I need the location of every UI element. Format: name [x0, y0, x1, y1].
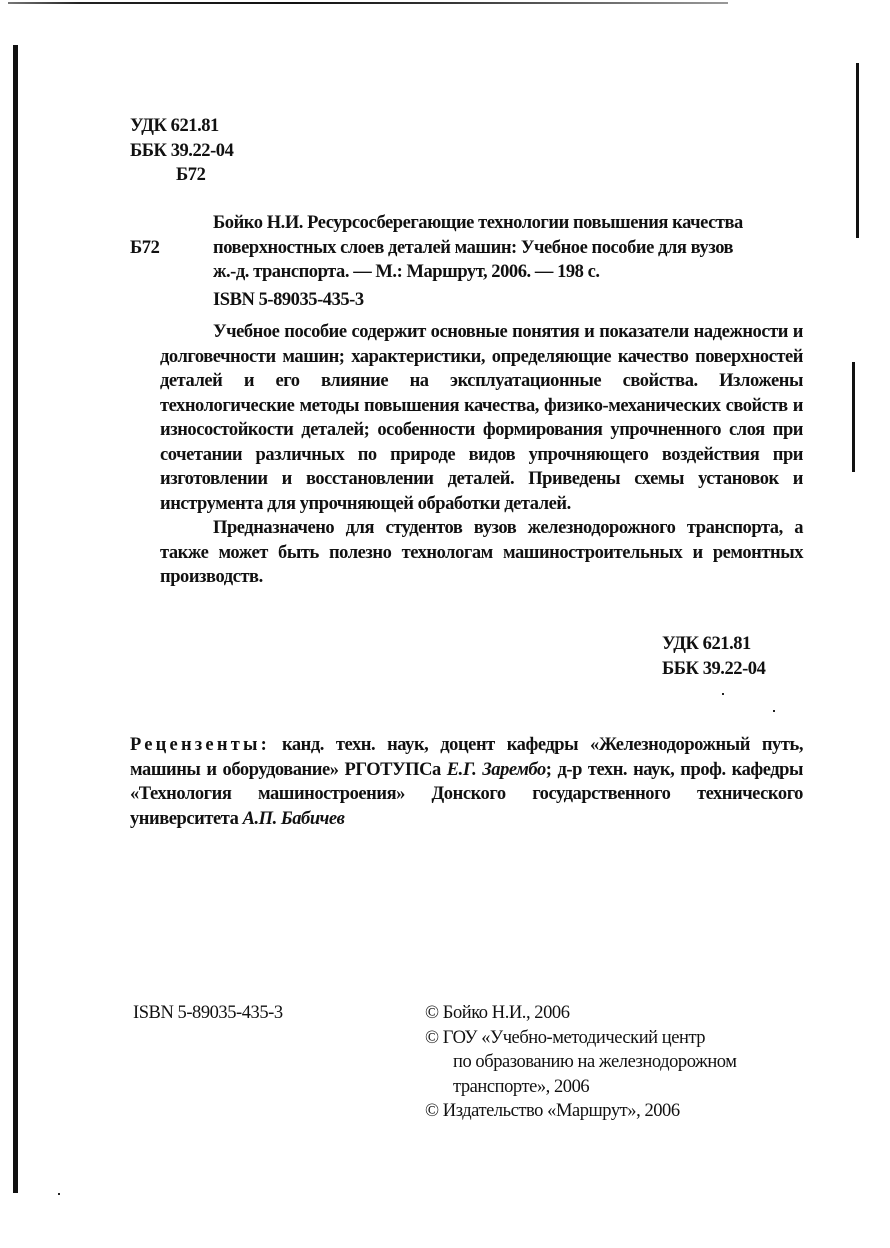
- scan-speck: [722, 693, 724, 695]
- copyright-line: по образованию на железнодорожном: [453, 1052, 737, 1072]
- biblio-author: Бойко Н.И.: [213, 213, 303, 233]
- scan-border-right-lower: [852, 362, 855, 472]
- classification-right: [662, 632, 765, 681]
- reviewer-name: Е.Г. Зарембо: [446, 759, 546, 780]
- copyright-line: © Бойко Н.И., 2006: [425, 1003, 570, 1023]
- biblio-isbn: ISBN 5-89035-435-3: [213, 289, 364, 310]
- reviewers-label: Рецензенты:: [130, 735, 270, 755]
- reviewers-text: канд. техн. наук, доцент кафедры «Железнодорожный путь, машины и оборудование» РГОТУПСа: [130, 735, 803, 780]
- bibliographic-record: [213, 211, 803, 312]
- scan-border-right-upper: [856, 63, 859, 238]
- biblio-author-mark: Б72: [130, 238, 160, 258]
- abstract-paragraph: Предназначено для студентов вузов железнодорожного транспорта, а также может быть полезно технологам машиностроительных и ремонтных производств.: [160, 518, 803, 587]
- classification-header: [130, 114, 233, 188]
- copyright-line: © ГОУ «Учебно-методический центр: [425, 1027, 706, 1048]
- biblio-line-2: поверхностных слоев деталей машин: Учебное пособие для вузов: [213, 237, 734, 258]
- bbk-code: ББК 39.22-04: [130, 140, 234, 161]
- copyright-line: транспорте», 2006: [453, 1076, 590, 1097]
- scan-border-left: [13, 45, 18, 1193]
- copyright-line: © Издательство «Маршрут», 2006: [425, 1101, 680, 1121]
- biblio-title-start: Ресурсосберегающие технологии повышения качества: [302, 213, 743, 233]
- scan-border-top: [8, 2, 728, 4]
- reviewers-text: ; д-р техн. наук, проф. кафедры «Технология машиностроения» Донского государственного технического университета: [130, 759, 803, 829]
- reviewer-name: А.П. Бабичев: [242, 808, 345, 829]
- reviewers: [130, 733, 803, 831]
- abstract: [160, 320, 803, 590]
- biblio-line-1: [213, 211, 803, 236]
- scan-speck: [58, 1193, 60, 1195]
- udk-code: УДК 621.81: [130, 116, 219, 136]
- footer-isbn: ISBN 5-89035-435-3: [133, 1003, 283, 1023]
- udk-code-right: УДК 621.81: [662, 634, 751, 654]
- scan-speck: [773, 710, 775, 712]
- biblio-line-3: ж.-д. транспорта. — М.: Маршрут, 2006. — 198 с.: [213, 262, 600, 282]
- author-mark: Б72: [176, 165, 206, 185]
- abstract-paragraph: Учебное пособие содержит основные понятия и показатели надежности и долговечности машин; характеристики, определяющие качество поверхностей деталей и его влияние на эксплуатационные свойства. Изложены технологические методы повышения качества, физико-механических свойств и износостойкости деталей; особенности формирования упрочненного слоя при сочетании различных по природе видов упрочняющего воздействия при изготовлении и восстановлении деталей. Приведены схемы установок и инструмента для упрочняющей обработки деталей.: [160, 322, 803, 514]
- copyright-block: [425, 1001, 737, 1124]
- bbk-code-right: ББК 39.22-04: [662, 658, 766, 679]
